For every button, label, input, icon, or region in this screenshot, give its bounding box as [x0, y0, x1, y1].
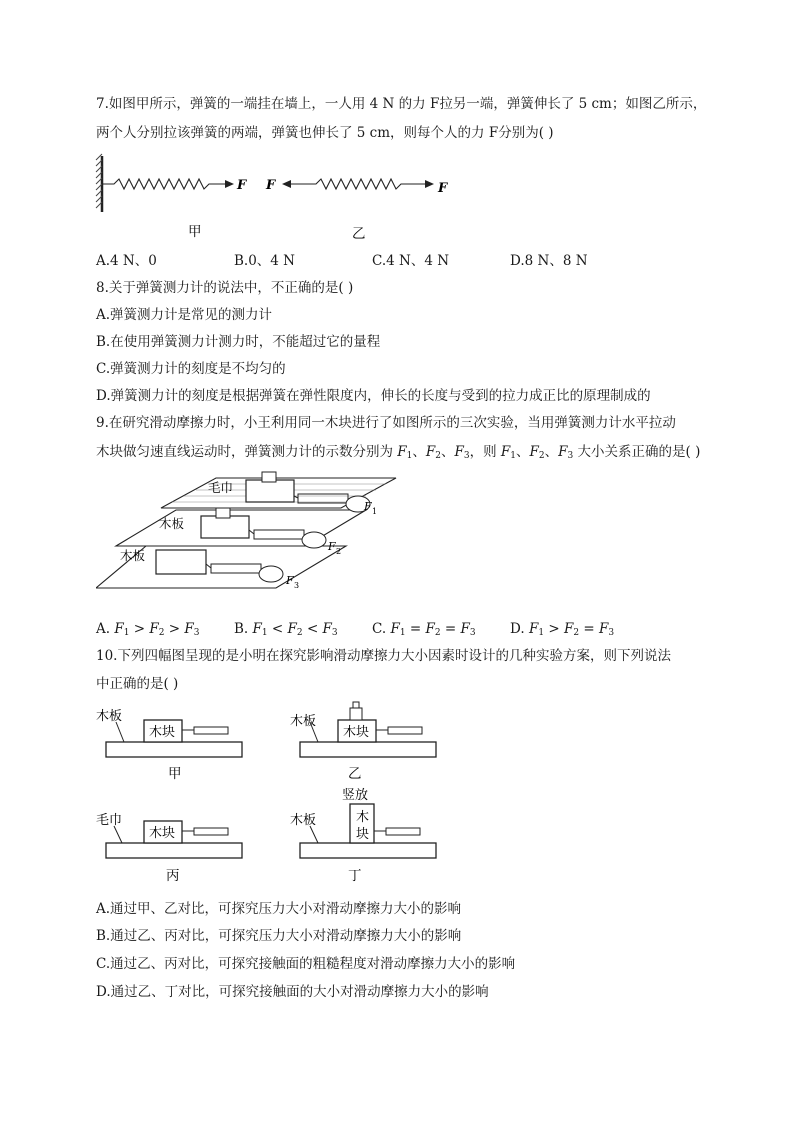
q10-option-b[interactable]: B.通过乙、丙对比，可探究压力大小对滑动摩擦力大小的影响 — [96, 928, 462, 944]
q10-figure — [94, 698, 454, 892]
q8-stem: 8.关于弹簧测力计的说法中，不正确的是( ) — [96, 280, 354, 296]
f3-sub-b: 3 — [567, 451, 574, 461]
q8-option-a[interactable]: A.弹簧测力计是常见的测力计 — [96, 307, 273, 323]
q9-option-c[interactable]: C. $F_1 = F_2 = F_3$ — [372, 621, 476, 638]
force-sub-3: 3 — [294, 581, 300, 590]
q10-stem-line2: 中正确的是( ) — [96, 676, 179, 692]
spring-jia — [102, 179, 226, 189]
panel-jia — [96, 708, 242, 782]
force-label-f3: F — [286, 574, 294, 587]
q7-option-a[interactable]: A.4 N、0 — [96, 253, 157, 269]
q7-option-d[interactable]: D.8 N、8 N — [510, 253, 588, 269]
q10-option-a[interactable]: A.通过甲、乙对比，可探究压力大小对滑动摩擦力大小的影响 — [96, 901, 462, 917]
force-label-f1: F — [364, 500, 372, 513]
q9-stem-text-a: 木块做匀速直线运动时，弹簧测力计的示数分别为 — [96, 444, 398, 460]
hand-2 — [302, 532, 326, 548]
f3-symbol-b: F — [558, 444, 568, 460]
f3-symbol: F — [454, 444, 464, 460]
block-1 — [246, 480, 294, 502]
label-board-1: 木板 — [159, 516, 185, 531]
q8-option-d[interactable]: D.弹簧测力计的刻度是根据弹簧在弹性限度内，伸长的长度与受到的拉力成正比的原理制成的 — [96, 388, 651, 404]
q7-figure — [94, 150, 454, 245]
jia-caption: 甲 — [168, 766, 182, 782]
yi-caption: 乙 — [348, 766, 362, 782]
bing-surface-label: 毛巾 — [96, 813, 123, 828]
force-label-yi-right: F — [438, 181, 448, 196]
block-3 — [156, 550, 206, 574]
yi-surface-label: 木板 — [290, 714, 317, 729]
q9-stem-text-c: 大小关系正确的是( ) — [573, 444, 701, 460]
f1-sub-b: 1 — [510, 451, 517, 461]
q9-option-b[interactable]: B. $F_1 < F_2 < F_3$ — [234, 621, 338, 638]
bing-caption: 丙 — [166, 868, 180, 884]
q9-figure — [96, 468, 406, 618]
scale-1 — [298, 494, 348, 503]
q8-option-b[interactable]: B.在使用弹簧测力计测力时，不能超过它的量程 — [96, 334, 381, 350]
q10-stem-line1: 10.下列四幅图呈现的是小明在探究影响滑动摩擦力大小因素时设计的几种实验方案，则下列说法 — [96, 648, 671, 664]
hand-3 — [259, 566, 283, 582]
spring-yi — [290, 179, 426, 189]
q7-stem-line1: 7.如图甲所示，弹簧的一端挂在墙上，一人用 4 N 的力 F拉另一端，弹簧伸长了 5 cm；如图乙所示， — [96, 96, 707, 112]
f1-sub: 1 — [406, 451, 413, 461]
q7-stem-line2: 两个人分别拉该弹簧的两端，弹簧也伸长了 5 cm，则每个人的力 F分别为( ) — [96, 125, 554, 141]
jia-block-label: 木块 — [149, 725, 176, 740]
f1-symbol-b: F — [500, 444, 511, 460]
q8-option-c[interactable]: C.弹簧测力计的刻度是不均匀的 — [96, 361, 286, 377]
ding-surface-label: 木板 — [290, 813, 317, 828]
panel-ding — [290, 787, 436, 884]
f2-symbol: F — [425, 444, 436, 460]
f2-symbol-b: F — [529, 444, 539, 460]
f2-sub: 2 — [435, 451, 442, 461]
label-towel: 毛巾 — [208, 480, 234, 495]
weight-2 — [216, 508, 230, 518]
force-label-jia: F — [237, 178, 247, 193]
jia-surface-label: 木板 — [96, 709, 123, 724]
label-board-2: 木板 — [120, 548, 146, 563]
arrow-jia — [225, 180, 234, 188]
q9-option-a[interactable]: A. $F_1 > F_2 > F_3$ — [96, 621, 200, 638]
q9-stem-line1: 9.在研究滑动摩擦力时，小王利用同一木块进行了如图所示的三次实验，当用弹簧测力计水平拉动 — [96, 415, 676, 431]
q10-option-d[interactable]: D.通过乙、丁对比，可探究接触面的大小对滑动摩擦力大小的影响 — [96, 984, 489, 1000]
f2-sub-b: 2 — [538, 451, 545, 461]
force-label-f2: F — [328, 540, 336, 553]
panel-bing — [96, 812, 242, 884]
force-sub-1: 1 — [372, 507, 378, 516]
f3-sub: 3 — [463, 451, 470, 461]
arrow-yi-right — [425, 180, 434, 188]
q9-stem-line2: 木块做匀速直线运动时，弹簧测力计的示数分别为 $F_1$、$F_2$、$F_3$，则 $F_1$、$F_2$、$F_3$ 大小关系正确的是( ) — [96, 444, 701, 461]
block-2 — [201, 516, 249, 538]
q7-option-c[interactable]: C.4 N、4 N — [372, 253, 450, 269]
yi-block-label: 木块 — [343, 725, 370, 740]
force-sub-2: 2 — [336, 547, 342, 556]
q10-option-c[interactable]: C.通过乙、丙对比，可探究接触面的粗糙程度对滑动摩擦力大小的影响 — [96, 956, 516, 972]
ding-caption: 丁 — [348, 868, 362, 884]
q9-stem-text-b: ，则 — [469, 444, 501, 460]
bing-block-label: 木块 — [149, 826, 176, 841]
weight-1 — [262, 472, 276, 482]
ding-block-top: 木 — [356, 810, 370, 825]
panel-yi — [290, 702, 436, 782]
scale-3 — [211, 564, 261, 573]
q7-option-b[interactable]: B.0、4 N — [234, 253, 295, 269]
arrow-yi-left — [282, 180, 291, 188]
fig-caption-yi: 乙 — [352, 226, 366, 242]
ding-block-bottom: 块 — [356, 827, 370, 842]
f1-symbol: F — [397, 444, 407, 460]
ding-note: 竖放 — [342, 788, 369, 803]
scale-2 — [254, 530, 304, 539]
fig-caption-jia: 甲 — [188, 224, 202, 240]
q9-option-d[interactable]: D. $F_1 > F_2 = F_3$ — [510, 621, 615, 638]
force-label-yi-left: F — [266, 178, 276, 193]
